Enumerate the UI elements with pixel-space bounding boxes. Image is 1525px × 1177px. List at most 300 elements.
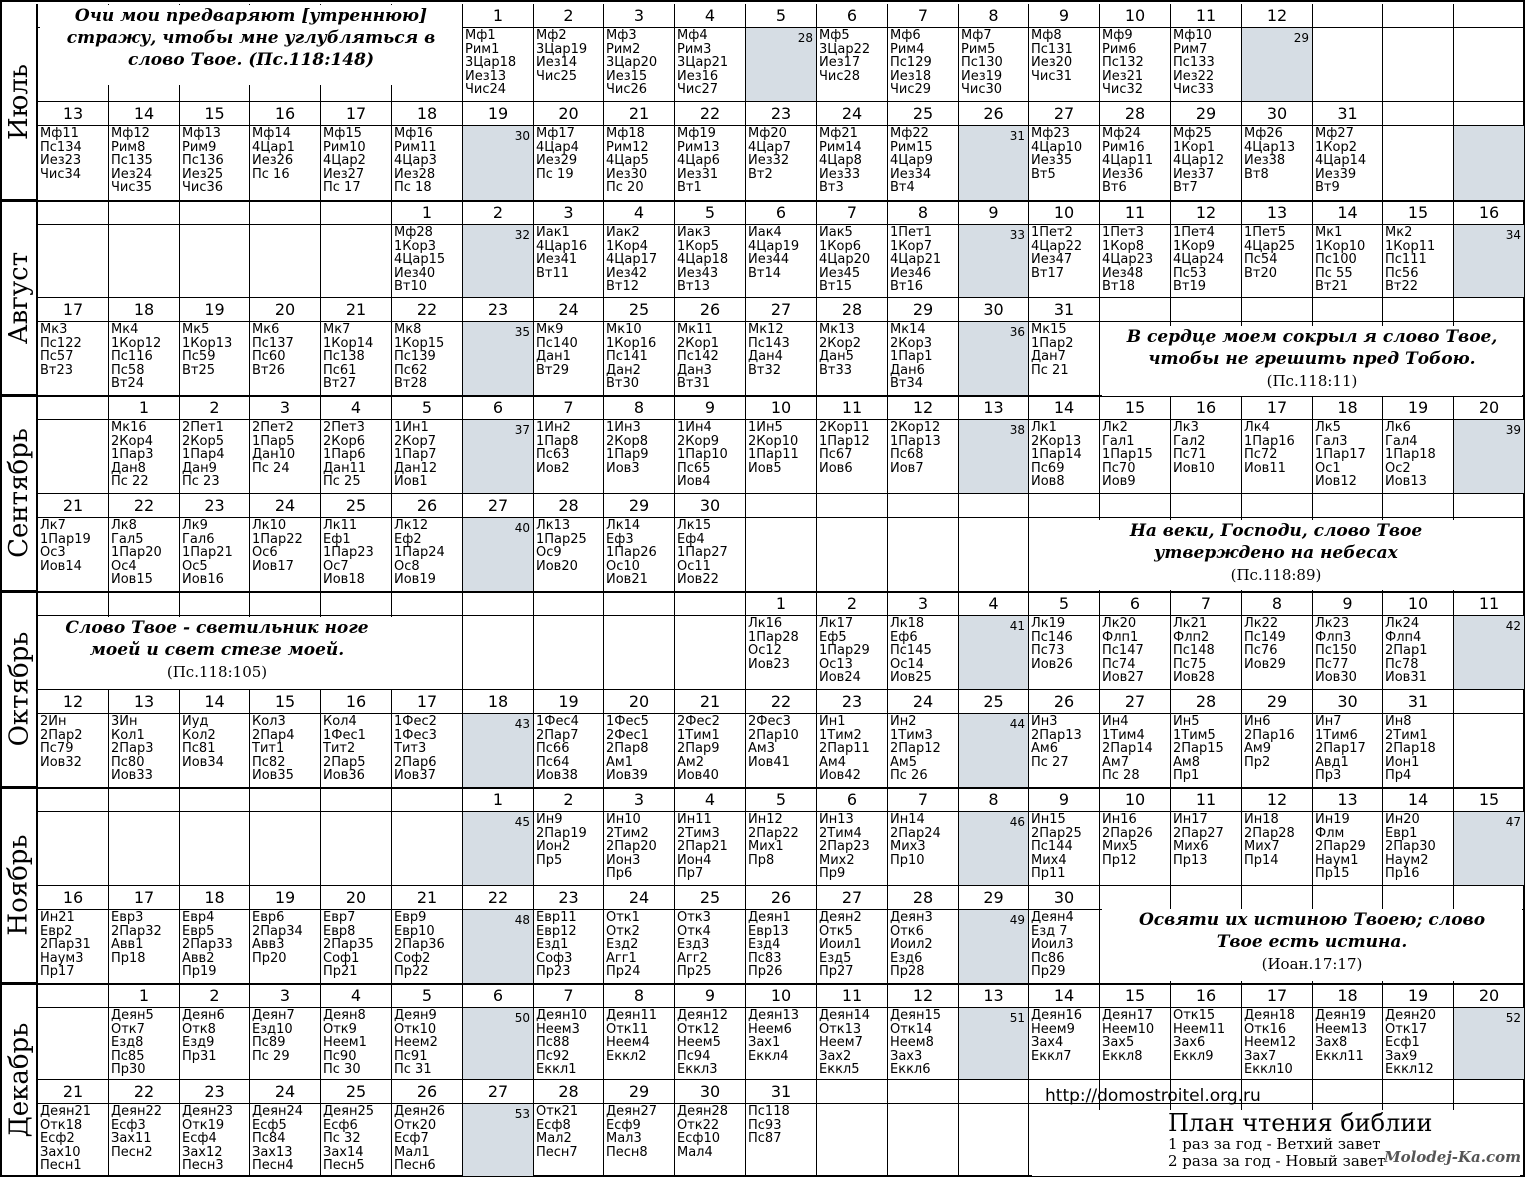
week-cell xyxy=(1454,225,1525,298)
week-cell xyxy=(1454,126,1525,201)
reading-line: Вт3 xyxy=(819,180,844,195)
reading-cell xyxy=(888,420,959,494)
week-number: 44 xyxy=(1009,717,1025,731)
reading-line: Пс67 xyxy=(819,447,853,462)
date-number: 31 xyxy=(1029,298,1100,322)
reading-line: Рим10 xyxy=(323,139,366,155)
reading-line: Иез41 xyxy=(536,252,578,267)
reading-line: Езд5 xyxy=(819,950,852,966)
week-number: 49 xyxy=(1009,913,1025,927)
reading-cell xyxy=(109,322,180,396)
date-number: 31 xyxy=(746,1080,817,1104)
date-number: 27 xyxy=(1029,102,1100,126)
date-number: 10 xyxy=(1100,4,1171,28)
week-number: 38 xyxy=(1009,423,1025,437)
reading-line: Песн7 xyxy=(536,1144,578,1160)
reading-cell xyxy=(109,1104,180,1177)
reading-line: Наум2 xyxy=(1385,852,1429,868)
reading-line: Еф2 xyxy=(394,531,422,547)
reading-cell xyxy=(1029,126,1100,201)
reading-line: Еккл10 xyxy=(1244,1062,1293,1077)
date-number: 15 xyxy=(250,690,321,714)
reading-line: Мих5 xyxy=(1102,839,1138,854)
reading-line: Пс66 xyxy=(536,741,570,756)
date-number xyxy=(1454,690,1525,714)
reading-line: Чис35 xyxy=(111,180,153,195)
date-number: 14 xyxy=(1029,396,1100,420)
reading-line: Пс61 xyxy=(323,362,357,378)
date-number: 8 xyxy=(888,201,959,225)
reading-line: Ин1 xyxy=(819,714,846,729)
reading-line: Иов31 xyxy=(1385,670,1427,685)
date-number xyxy=(109,592,180,616)
reading-line: Авд1 xyxy=(1315,754,1349,770)
date-number: 18 xyxy=(180,886,250,910)
reading-cell xyxy=(250,322,321,396)
reading-cell xyxy=(534,225,604,298)
date-number: 7 xyxy=(534,984,604,1008)
date-number: 14 xyxy=(1313,201,1383,225)
reading-cell xyxy=(1454,714,1525,788)
reading-line: 2Кор10 xyxy=(748,433,799,449)
reading-line: 4Цар13 xyxy=(1244,139,1296,155)
reading-line: Ос13 xyxy=(819,656,853,672)
reading-line: Иов38 xyxy=(536,768,578,783)
reading-line: Пр15 xyxy=(1315,866,1350,881)
reading-line: Пр3 xyxy=(1315,768,1342,783)
reading-line: Ос11 xyxy=(677,558,711,574)
date-number xyxy=(1454,1080,1525,1104)
reading-line: Лк19 xyxy=(1031,616,1066,631)
reading-line: 1Пар7 xyxy=(394,447,437,462)
reading-cell xyxy=(180,812,250,886)
reading-line: Деян9 xyxy=(394,1008,437,1023)
reading-line: Иов9 xyxy=(1102,474,1136,489)
reading-cell xyxy=(1100,28,1171,102)
reading-line: Лк20 xyxy=(1102,616,1137,631)
reading-line: Дан5 xyxy=(819,349,854,364)
reading-line: Пс70 xyxy=(1102,460,1136,476)
week-cell xyxy=(959,225,1029,298)
reading-cell xyxy=(1242,420,1313,494)
date-number: 7 xyxy=(1171,592,1242,616)
reading-cell xyxy=(1100,420,1171,494)
reading-cell xyxy=(959,28,1029,102)
reading-line: 1Пар1 xyxy=(890,349,933,364)
date-number xyxy=(1383,102,1454,126)
reading-line: Пс138 xyxy=(323,349,365,364)
reading-line: Пс65 xyxy=(677,460,711,476)
reading-line: Ин17 xyxy=(1173,812,1208,827)
date-number: 24 xyxy=(534,298,604,322)
month-label xyxy=(2,788,38,984)
reading-cell xyxy=(1029,714,1100,788)
date-number: 27 xyxy=(1100,690,1171,714)
date-number: 3 xyxy=(604,788,675,812)
date-number: 12 xyxy=(888,396,959,420)
week-number: 37 xyxy=(514,423,530,437)
reading-line: Отк7 xyxy=(111,1021,145,1037)
date-number xyxy=(604,592,675,616)
date-number: 3 xyxy=(250,984,321,1008)
reading-line: Ам2 xyxy=(677,754,704,770)
reading-line: Ин4 xyxy=(1102,714,1129,729)
reading-cell xyxy=(888,28,959,102)
reading-line: Мк7 xyxy=(323,322,351,337)
date-number: 21 xyxy=(675,690,746,714)
reading-cell xyxy=(888,812,959,886)
reading-cell xyxy=(1100,812,1171,886)
reading-line: Лк2 xyxy=(1102,420,1128,435)
reading-line: Иез19 xyxy=(961,68,1003,84)
reading-line: Иов16 xyxy=(182,572,224,587)
week-cell xyxy=(463,420,534,494)
reading-line: Пс149 xyxy=(1244,629,1286,645)
reading-line: Вт8 xyxy=(1244,166,1269,182)
reading-line: Пр24 xyxy=(606,964,641,979)
reading-line: Деян17 xyxy=(1102,1008,1154,1023)
reading-line: Зах12 xyxy=(182,1144,223,1160)
reading-line: Ин10 xyxy=(606,812,641,827)
reading-cell xyxy=(1313,1008,1383,1080)
reading-line: Ос6 xyxy=(252,545,278,560)
reading-line: Пс 31 xyxy=(394,1062,432,1077)
reading-line: Мих1 xyxy=(748,839,784,854)
reading-line: Иез17 xyxy=(819,55,861,70)
reading-cell xyxy=(38,322,109,396)
reading-line: Песн6 xyxy=(394,1158,436,1173)
reading-line: Иез37 xyxy=(1173,166,1215,182)
reading-line: Ин3 xyxy=(1031,714,1058,729)
reading-line: Иов22 xyxy=(677,572,719,587)
date-number xyxy=(1242,494,1313,518)
reading-line: Еккл4 xyxy=(748,1048,789,1064)
reading-line: Иак2 xyxy=(606,225,640,240)
reading-cell xyxy=(392,812,463,886)
reading-line: 2Пар12 xyxy=(890,741,941,756)
reading-line: Езд3 xyxy=(677,937,710,952)
reading-line: 1Ин5 xyxy=(748,420,783,435)
date-number: 28 xyxy=(534,494,604,518)
reading-line: Ион1 xyxy=(1385,754,1420,770)
reading-cell xyxy=(1454,28,1525,102)
reading-line: Деян28 xyxy=(677,1104,729,1119)
reading-line: 2Фес2 xyxy=(677,714,720,729)
reading-line: Пр25 xyxy=(677,964,712,979)
reading-line: Иов17 xyxy=(252,558,294,574)
reading-line: Иов28 xyxy=(1173,670,1215,685)
month-label xyxy=(2,592,38,788)
reading-line: Зах3 xyxy=(890,1048,923,1064)
reading-line: Пс68 xyxy=(890,447,924,462)
reading-line: Деян7 xyxy=(252,1008,295,1023)
reading-cell xyxy=(1383,616,1454,690)
reading-line: Вт22 xyxy=(1385,279,1419,294)
week-cell xyxy=(463,518,534,592)
reading-line: Чис27 xyxy=(677,82,719,97)
date-number: 5 xyxy=(392,396,463,420)
date-number: 12 xyxy=(888,984,959,1008)
reading-line: Есф6 xyxy=(323,1117,358,1133)
reading-line: Вт33 xyxy=(819,362,853,378)
reading-cell xyxy=(392,322,463,396)
week-number: 36 xyxy=(1009,325,1025,339)
reading-line: Чис30 xyxy=(961,82,1003,97)
reading-line: Пс131 xyxy=(1031,41,1073,57)
reading-line: Иез32 xyxy=(748,153,790,168)
week-number: 45 xyxy=(514,815,530,829)
reading-line: Отк4 xyxy=(677,923,711,939)
reading-line: Евр4 xyxy=(182,910,215,925)
date-number: 11 xyxy=(1171,788,1242,812)
reading-cell xyxy=(321,420,392,494)
reading-line: 4Цар6 xyxy=(677,153,720,168)
reading-line: 4Цар24 xyxy=(1173,252,1225,267)
week-number: 46 xyxy=(1009,815,1025,829)
reading-line: Езд6 xyxy=(890,950,923,966)
reading-cell xyxy=(250,126,321,201)
reading-cell xyxy=(109,420,180,494)
reading-line: Вт32 xyxy=(748,362,782,378)
reading-line: Иез28 xyxy=(394,166,436,182)
website-link[interactable]: http://domostroitel.org.ru xyxy=(1045,1086,1261,1106)
reading-cell xyxy=(250,1008,321,1080)
reading-line: Неем6 xyxy=(748,1021,792,1037)
date-number xyxy=(1313,4,1383,28)
reading-line: Вт16 xyxy=(890,279,924,294)
reading-line: Пс54 xyxy=(1244,252,1278,267)
verse-text: Слово Твое - светильник ноге xyxy=(65,618,369,638)
reading-line: 1Кор12 xyxy=(111,335,162,351)
reading-line: Мф12 xyxy=(111,126,150,141)
reading-line: Иез33 xyxy=(819,166,861,182)
reading-line: Пс 29 xyxy=(252,1048,290,1064)
reading-line: Рим4 xyxy=(890,41,925,57)
reading-line: 2Тим2 xyxy=(606,825,649,841)
reading-line: Неем8 xyxy=(890,1035,934,1050)
reading-cell xyxy=(321,322,392,396)
reading-line: Чис24 xyxy=(465,82,507,97)
reading-line: Пс 27 xyxy=(1031,754,1069,770)
reading-cell xyxy=(534,616,604,690)
reading-cell xyxy=(604,518,675,592)
reading-line: Зах5 xyxy=(1102,1035,1135,1050)
week-number: 29 xyxy=(1293,31,1309,45)
date-number: 14 xyxy=(1029,984,1100,1008)
verse-text: В сердце моем сокрыл я слово Твое, xyxy=(1126,327,1498,347)
reading-line: Мк11 xyxy=(677,322,713,337)
reading-line: Езд 7 xyxy=(1031,923,1068,939)
date-number: 18 xyxy=(109,298,180,322)
reading-line: Пс 21 xyxy=(1031,362,1069,378)
reading-cell xyxy=(321,518,392,592)
reading-line: Мк1 xyxy=(1315,225,1343,240)
reading-line: Иез43 xyxy=(677,265,719,281)
date-number: 17 xyxy=(109,886,180,910)
reading-line: Отк10 xyxy=(394,1021,437,1037)
reading-line: Вт14 xyxy=(748,265,782,281)
reading-line: Иез31 xyxy=(677,166,719,182)
reading-cell xyxy=(1171,28,1242,102)
reading-cell xyxy=(1242,616,1313,690)
date-number: 20 xyxy=(604,690,675,714)
reading-line: Иак5 xyxy=(819,225,853,240)
reading-line: Пр13 xyxy=(1173,852,1208,868)
reading-cell xyxy=(817,225,888,298)
reading-line: 2Пар22 xyxy=(748,825,799,841)
reading-cell xyxy=(180,420,250,494)
reading-line: Мк4 xyxy=(111,322,139,337)
reading-line: Мф27 xyxy=(1315,126,1354,141)
date-number: 20 xyxy=(250,298,321,322)
reading-line: Вт2 xyxy=(748,166,773,182)
date-number: 2 xyxy=(534,4,604,28)
reading-cell xyxy=(1383,714,1454,788)
date-number xyxy=(534,592,604,616)
reading-line: Пр27 xyxy=(819,964,854,979)
date-number: 8 xyxy=(1242,592,1313,616)
reading-line: Гал2 xyxy=(1173,433,1206,449)
reading-line: Мк13 xyxy=(819,322,855,337)
reading-line: Пс59 xyxy=(182,349,216,364)
reading-line: Зах9 xyxy=(1385,1048,1418,1064)
reading-line: Чис36 xyxy=(182,180,224,195)
reading-line: Рим5 xyxy=(961,41,996,57)
reading-line: Иов20 xyxy=(536,558,578,574)
reading-line: Иов39 xyxy=(606,768,648,783)
reading-line: 2Кор1 xyxy=(677,335,719,351)
week-cell xyxy=(463,812,534,886)
reading-line: Пс 24 xyxy=(252,460,290,476)
reading-line: Вт1 xyxy=(677,180,702,195)
reading-line: Пр12 xyxy=(1102,852,1137,868)
reading-line: Евр5 xyxy=(182,923,215,939)
reading-line: 4Цар25 xyxy=(1244,238,1296,254)
week-cell xyxy=(463,1008,534,1080)
reading-cell xyxy=(604,714,675,788)
verse-text: утверждено на небесах xyxy=(1154,543,1398,563)
reading-line: 1Пар16 xyxy=(1244,433,1295,449)
reading-line: Лк12 xyxy=(394,518,429,533)
reading-cell xyxy=(1100,126,1171,201)
reading-line: Езд2 xyxy=(606,937,639,952)
date-number: 30 xyxy=(675,494,746,518)
date-number: 24 xyxy=(604,886,675,910)
reading-line: Пс89 xyxy=(252,1035,286,1050)
plan-line-new: 2 раза за год - Новый завет xyxy=(1168,1152,1386,1170)
reading-line: Иов6 xyxy=(819,460,853,476)
date-number xyxy=(1454,298,1525,322)
reading-line: Есф8 xyxy=(536,1117,571,1133)
week-cell xyxy=(1242,28,1313,102)
reading-line: Пр16 xyxy=(1385,866,1420,881)
reading-cell xyxy=(250,1104,321,1177)
reading-line: Иов33 xyxy=(111,768,153,783)
reading-line: Деян27 xyxy=(606,1104,658,1119)
reading-line: Вт19 xyxy=(1173,279,1207,294)
reading-cell xyxy=(604,28,675,102)
reading-line: 2Ин xyxy=(40,714,67,729)
reading-line: Рим15 xyxy=(890,139,933,155)
reading-line: Лк10 xyxy=(252,518,287,533)
reading-line: Мф5 xyxy=(819,28,850,43)
reading-line: Пс76 xyxy=(1244,643,1278,658)
verse-text: слово Твое. (Пс.118:148) xyxy=(127,50,375,70)
reading-line: Кол2 xyxy=(182,727,216,743)
week-cell xyxy=(463,714,534,788)
reading-line: Пр8 xyxy=(748,852,775,868)
reading-line: 2Кор8 xyxy=(606,433,648,449)
reading-line: Пс136 xyxy=(182,153,224,168)
date-number: 6 xyxy=(746,201,817,225)
reading-line: 4Цар10 xyxy=(1031,139,1083,155)
reading-cell xyxy=(604,910,675,984)
date-number: 9 xyxy=(675,984,746,1008)
reading-cell xyxy=(817,1008,888,1080)
date-number: 15 xyxy=(1100,396,1171,420)
reading-line: Неем2 xyxy=(394,1035,438,1050)
reading-cell xyxy=(534,1104,604,1177)
reading-cell xyxy=(1029,812,1100,886)
week-number: 50 xyxy=(514,1011,530,1025)
reading-line: Еф6 xyxy=(890,629,918,645)
date-number: 11 xyxy=(1454,592,1525,616)
reading-line: 1Тим2 xyxy=(819,727,862,743)
date-number: 13 xyxy=(959,984,1029,1008)
reading-cell xyxy=(604,616,675,690)
reading-cell xyxy=(1029,225,1100,298)
month-label xyxy=(2,201,38,396)
reading-cell xyxy=(321,910,392,984)
reading-line: Отк2 xyxy=(606,923,640,939)
date-number: 14 xyxy=(180,690,250,714)
reading-line: Ион2 xyxy=(536,839,571,854)
reading-line: Чис29 xyxy=(890,82,932,97)
reading-line: 2Пар17 xyxy=(1315,741,1366,756)
date-number xyxy=(321,788,392,812)
watermark-logo: Molodej-Ka.com xyxy=(1384,1148,1521,1166)
date-number: 7 xyxy=(817,201,888,225)
reading-line: 2Кор3 xyxy=(890,335,932,351)
reading-line: Вт10 xyxy=(394,279,428,294)
reading-cell xyxy=(392,616,463,690)
reading-line: Деян10 xyxy=(536,1008,588,1023)
reading-cell xyxy=(109,1008,180,1080)
date-number: 21 xyxy=(321,298,392,322)
reading-line: 2Тим3 xyxy=(677,825,720,841)
reading-line: Иов41 xyxy=(748,754,790,770)
reading-line: Пс147 xyxy=(1102,643,1144,658)
reading-cell xyxy=(1100,714,1171,788)
date-number: 9 xyxy=(1313,592,1383,616)
reading-line: Вт24 xyxy=(111,376,145,391)
reading-line: Иов12 xyxy=(1315,474,1357,489)
reading-cell xyxy=(392,1008,463,1080)
reading-line: 1Пар23 xyxy=(323,545,374,560)
reading-line: Мф13 xyxy=(182,126,221,141)
reading-line: Пс56 xyxy=(1385,265,1419,281)
reading-line: 2Пар7 xyxy=(536,727,579,743)
reading-line: Еккл11 xyxy=(1315,1048,1364,1064)
reading-line: Вт13 xyxy=(677,279,711,294)
week-number: 53 xyxy=(514,1107,530,1121)
reading-line: Пс63 xyxy=(536,447,570,462)
date-number: 28 xyxy=(1171,690,1242,714)
date-number: 4 xyxy=(604,201,675,225)
reading-line: Дан2 xyxy=(606,362,641,378)
date-number: 21 xyxy=(392,886,463,910)
date-number: 22 xyxy=(392,298,463,322)
